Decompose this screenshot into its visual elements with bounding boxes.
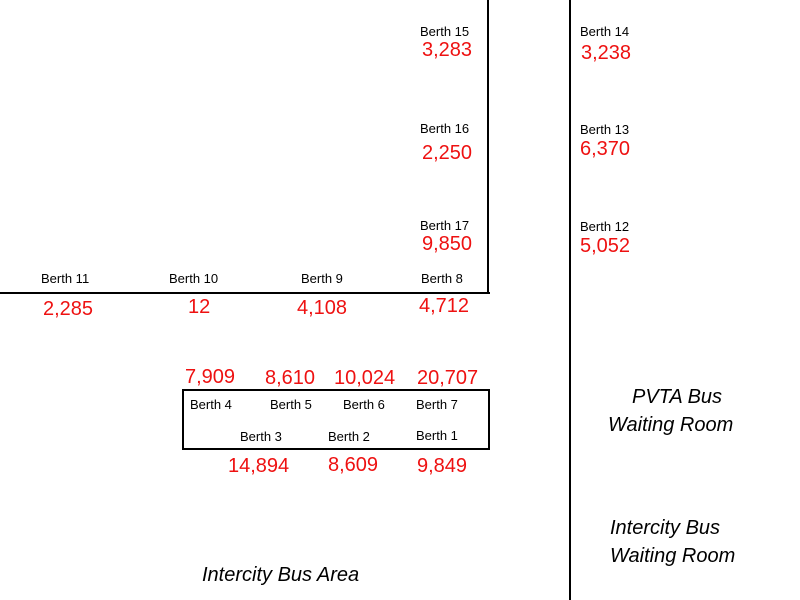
berth-2-value: 8,609	[328, 454, 379, 476]
pvta-waiting-room-label	[608, 383, 778, 439]
berth-17-label: Berth 17	[420, 218, 470, 233]
berth-9-value: 4,108	[297, 297, 348, 319]
berth-10-label: Berth 10	[169, 271, 219, 286]
berth-16-label: Berth 16	[420, 121, 470, 136]
berth-4-value: 7,909	[185, 366, 236, 388]
berth-6-label: Berth 6	[343, 397, 385, 412]
berth-6-value: 10,024	[334, 367, 396, 389]
berth-7-value: 20,707	[417, 367, 479, 389]
berth-4-label: Berth 4	[190, 397, 232, 412]
berth-15-value: 3,283	[422, 39, 473, 61]
intercity-waiting-room-label	[610, 514, 780, 570]
pvta-waiting-room-line1: PVTA Bus	[632, 386, 723, 408]
berth-10-value: 12	[188, 296, 211, 318]
intercity-waiting-room-line2: Waiting Room	[610, 545, 736, 567]
berth-14-value: 3,238	[581, 42, 632, 64]
berth-13-value: 6,370	[580, 138, 631, 160]
berth-3-label: Berth 3	[240, 429, 282, 444]
vertical-wall-line-right	[569, 0, 571, 600]
berth-14-label: Berth 14	[580, 24, 630, 39]
pvta-waiting-room-line2: Waiting Room	[608, 414, 734, 436]
berth-3-value: 14,894	[228, 455, 290, 477]
berth-8-label: Berth 8	[421, 271, 463, 286]
berth-12-label: Berth 12	[580, 219, 630, 234]
berth-12-value: 5,052	[580, 235, 631, 257]
vertical-wall-line-left	[487, 0, 489, 294]
berth-5-value: 8,610	[265, 367, 316, 389]
berth-9-label: Berth 9	[301, 271, 343, 286]
berth-11-label: Berth 11	[41, 271, 90, 286]
berth-1-value: 9,849	[417, 455, 468, 477]
intercity-waiting-room-line1: Intercity Bus	[610, 517, 721, 539]
berth-2-label: Berth 2	[328, 429, 370, 444]
berth-1-label: Berth 1	[416, 428, 458, 443]
berth-8-value: 4,712	[419, 295, 470, 317]
intercity-bus-area-label: Intercity Bus Area	[202, 564, 360, 586]
berth-11-value: 2,285	[43, 298, 94, 320]
berth-17-value: 9,850	[422, 233, 473, 255]
berth-15-label: Berth 15	[420, 24, 470, 39]
berth-7-label: Berth 7	[416, 397, 458, 412]
berth-13-label: Berth 13	[580, 122, 630, 137]
horizontal-wall-line	[0, 292, 490, 294]
berth-16-value: 2,250	[422, 142, 473, 164]
berth-5-label: Berth 5	[270, 397, 312, 412]
